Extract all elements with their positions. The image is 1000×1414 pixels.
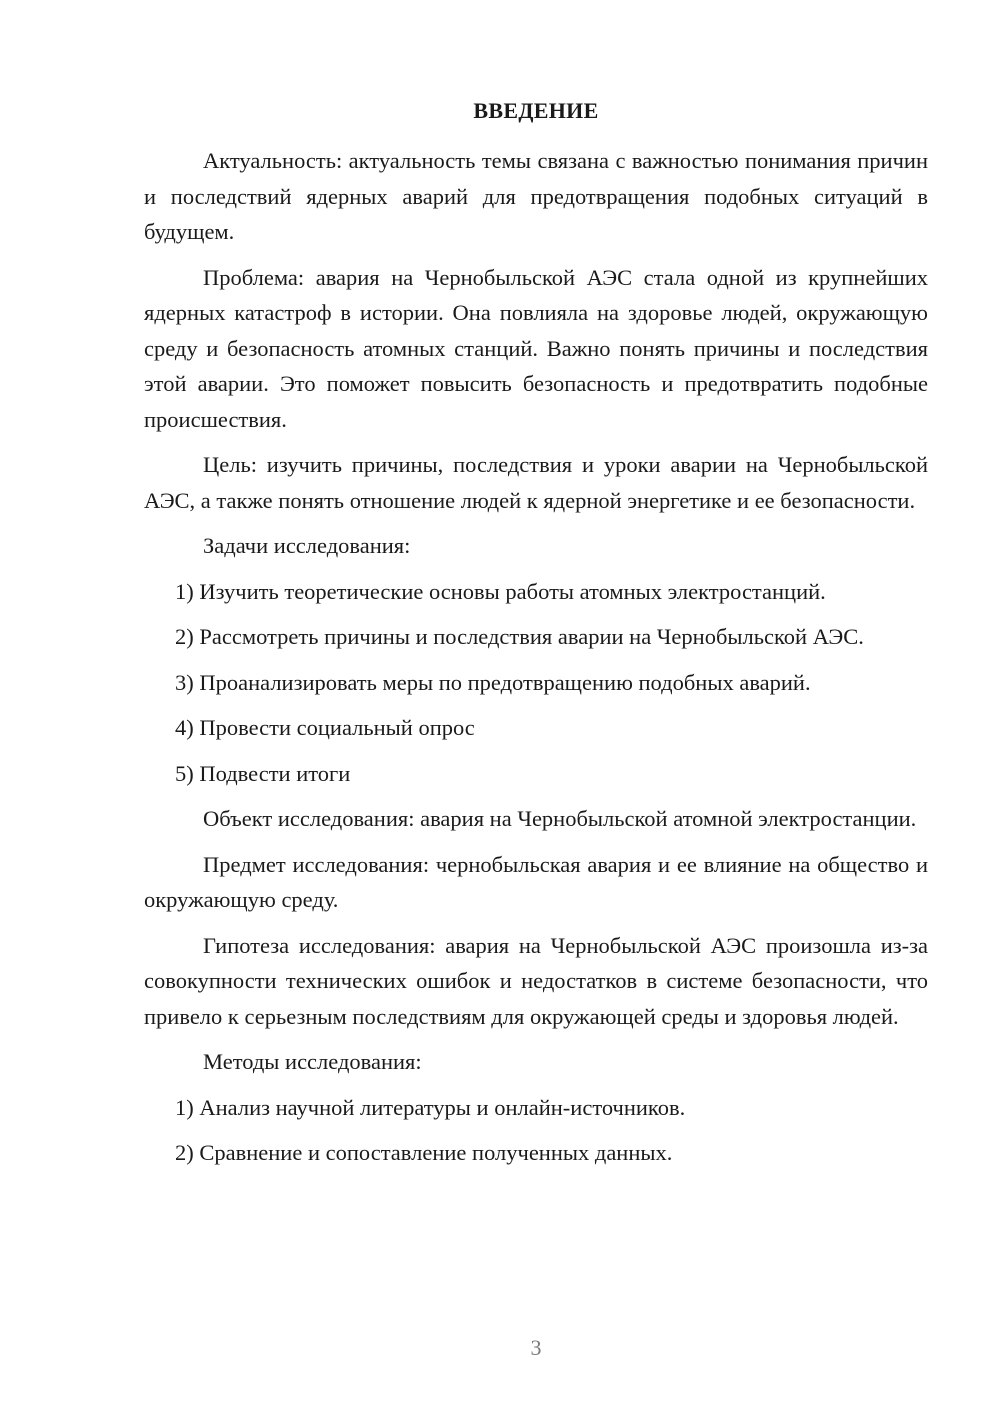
task-item: 2) Рассмотреть причины и последствия аварии на Чернобыльской АЭС. — [175, 624, 864, 649]
goal-paragraph: Цель: изучить причины, последствия и уроки аварии на Чернобыльской АЭС, а также понять отношение людей к ядерной энергетике и ее безопасности. — [144, 452, 928, 513]
task-item: 4) Провести социальный опрос — [175, 715, 475, 740]
methods-heading: Методы исследования: — [203, 1049, 422, 1074]
page-number: 3 — [530, 1335, 542, 1360]
section-heading: ВВЕДЕНИЕ — [473, 98, 599, 123]
method-item: 2) Сравнение и сопоставление полученных данных. — [175, 1140, 673, 1165]
task-item: 1) Изучить теоретические основы работы атомных электростанций. — [175, 578, 826, 604]
hypothesis-paragraph: Гипотеза исследования: авария на Чернобыльской АЭС произошла из-за совокупности технических ошибок и недостатков в системе безопасности, что привело к серьезным последствиям для окружающей среды и здоровья людей. — [144, 932, 928, 1029]
relevance-paragraph: Актуальность: актуальность темы связана с важностью понимания причин и последствий ядерных аварий для предотвращения подобных ситуаций в будущем. — [144, 148, 928, 244]
task-item: 3) Проанализировать меры по предотвращению подобных аварий. — [175, 669, 811, 695]
method-item: 1) Анализ научной литературы и онлайн-источников. — [175, 1094, 686, 1120]
problem-paragraph: Проблема: авария на Чернобыльской АЭС стала одной из крупнейших ядерных катастроф в истории. Она повлияла на здоровье людей, окружающую среду и безопасность атомных станций. Важно понять причины и последствия этой аварии. Это поможет повысить безопасность и предотвратить подобные происшествия. — [144, 264, 928, 432]
task-item: 5) Подвести итоги — [175, 760, 351, 786]
tasks-heading: Задачи исследования: — [203, 533, 411, 558]
object-paragraph: Объект исследования: авария на Чернобыльской атомной электростанции. — [203, 806, 917, 831]
body-text — [144, 143, 928, 1181]
subject-paragraph: Предмет исследования: чернобыльская авария и ее влияние на общество и окружающую среду. — [144, 851, 928, 912]
